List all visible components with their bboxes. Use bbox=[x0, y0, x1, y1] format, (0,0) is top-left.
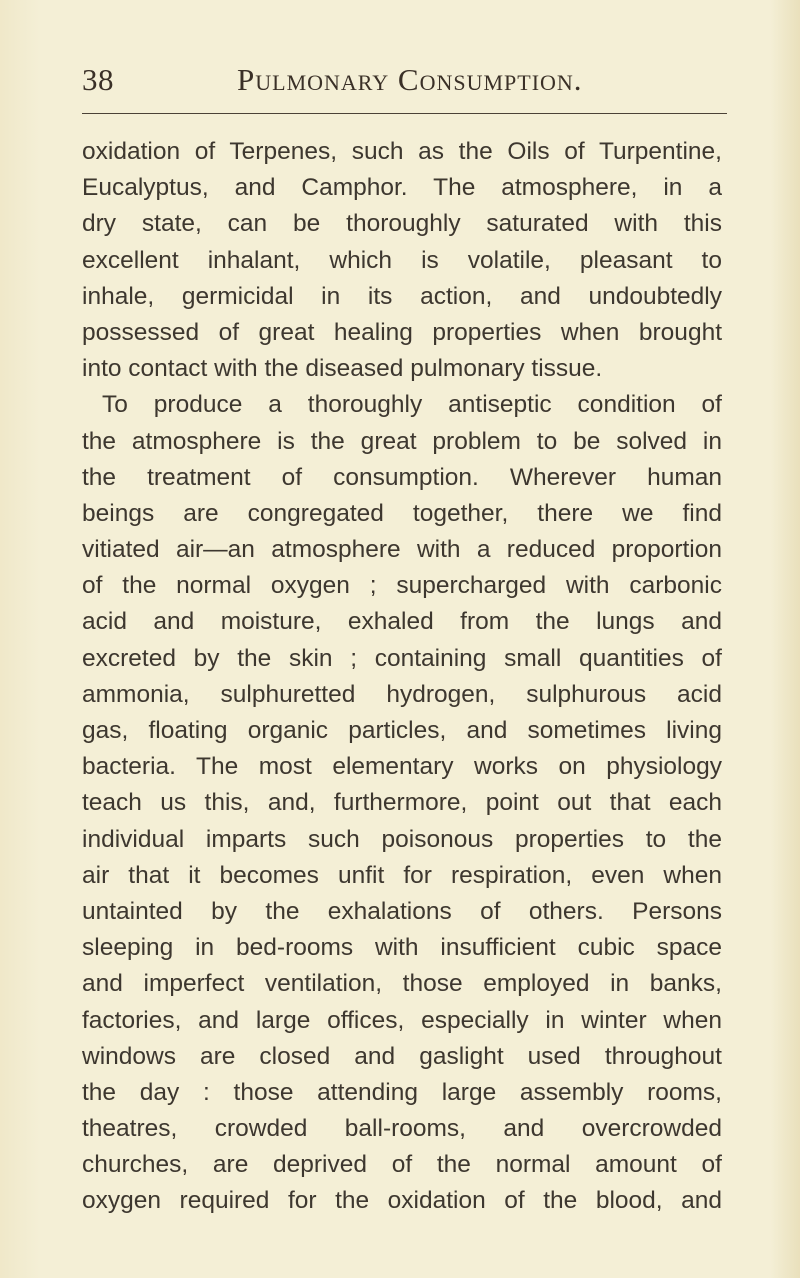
text-line: teach us this, and, furthermore, point out that each bbox=[82, 789, 722, 817]
text-line: the treatment of consumption. Wherever human bbox=[82, 463, 722, 491]
text-line: To produce a thoroughly antiseptic condition of bbox=[102, 391, 722, 419]
text-line: the atmosphere is the great problem to be solved in bbox=[82, 427, 722, 455]
text-line: oxidation of Terpenes, such as the Oils of Turpentine, bbox=[82, 138, 722, 165]
text-line: ammonia, sulphuretted hydrogen, sulphurous acid bbox=[82, 680, 722, 708]
text-line: and imperfect ventilation, those employed in banks, bbox=[82, 970, 722, 998]
text-line: sleeping in bed-rooms with insufficient cubic space bbox=[82, 934, 722, 962]
text-line: excreted by the skin ; containing small quantities of bbox=[82, 644, 722, 672]
text-line: of the normal oxygen ; supercharged with carbonic bbox=[82, 572, 722, 600]
text-line: inhale, germicidal in its action, and undoubtedly bbox=[82, 282, 722, 310]
text-line: the day : those attending large assembly rooms, bbox=[82, 1078, 722, 1106]
text-line: windows are closed and gaslight used throughout bbox=[82, 1042, 722, 1070]
text-line: theatres, crowded ball-rooms, and overcrowded bbox=[82, 1115, 722, 1143]
text-line: untainted by the exhalations of others. Persons bbox=[82, 897, 722, 925]
running-title: Pulmonary Consumption. bbox=[237, 62, 583, 97]
text-line: bacteria. The most elementary works on physiology bbox=[82, 753, 722, 781]
text-line: Eucalyptus, and Camphor. The atmosphere, in a bbox=[82, 174, 722, 202]
text-line: vitiated air—an atmosphere with a reduced proportion bbox=[82, 536, 722, 564]
text-line: factories, and large offices, especially in winter when bbox=[82, 1006, 722, 1034]
header-rule bbox=[82, 113, 727, 114]
text-line: beings are congregated together, there we find bbox=[82, 499, 722, 527]
page-number: 38 bbox=[82, 62, 114, 97]
text-line: oxygen required for the oxidation of the blood, and bbox=[82, 1187, 722, 1215]
text-line: air that it becomes unfit for respiration, even when bbox=[82, 861, 722, 889]
text-line: gas, floating organic particles, and sometimes living bbox=[82, 717, 722, 744]
body-text bbox=[82, 134, 722, 1220]
text-line: into contact with the diseased pulmonary tissue. bbox=[82, 355, 603, 383]
text-line: dry state, can be thoroughly saturated with this bbox=[82, 210, 722, 238]
text-line: possessed of great healing properties when brought bbox=[82, 318, 722, 346]
text-line: churches, are deprived of the normal amount of bbox=[82, 1151, 722, 1179]
text-line: individual imparts such poisonous properties to the bbox=[82, 825, 722, 853]
text-line: excellent inhalant, which is volatile, pleasant to bbox=[82, 246, 722, 274]
text-line: acid and moisture, exhaled from the lungs and bbox=[82, 608, 722, 636]
page-header bbox=[82, 60, 722, 108]
